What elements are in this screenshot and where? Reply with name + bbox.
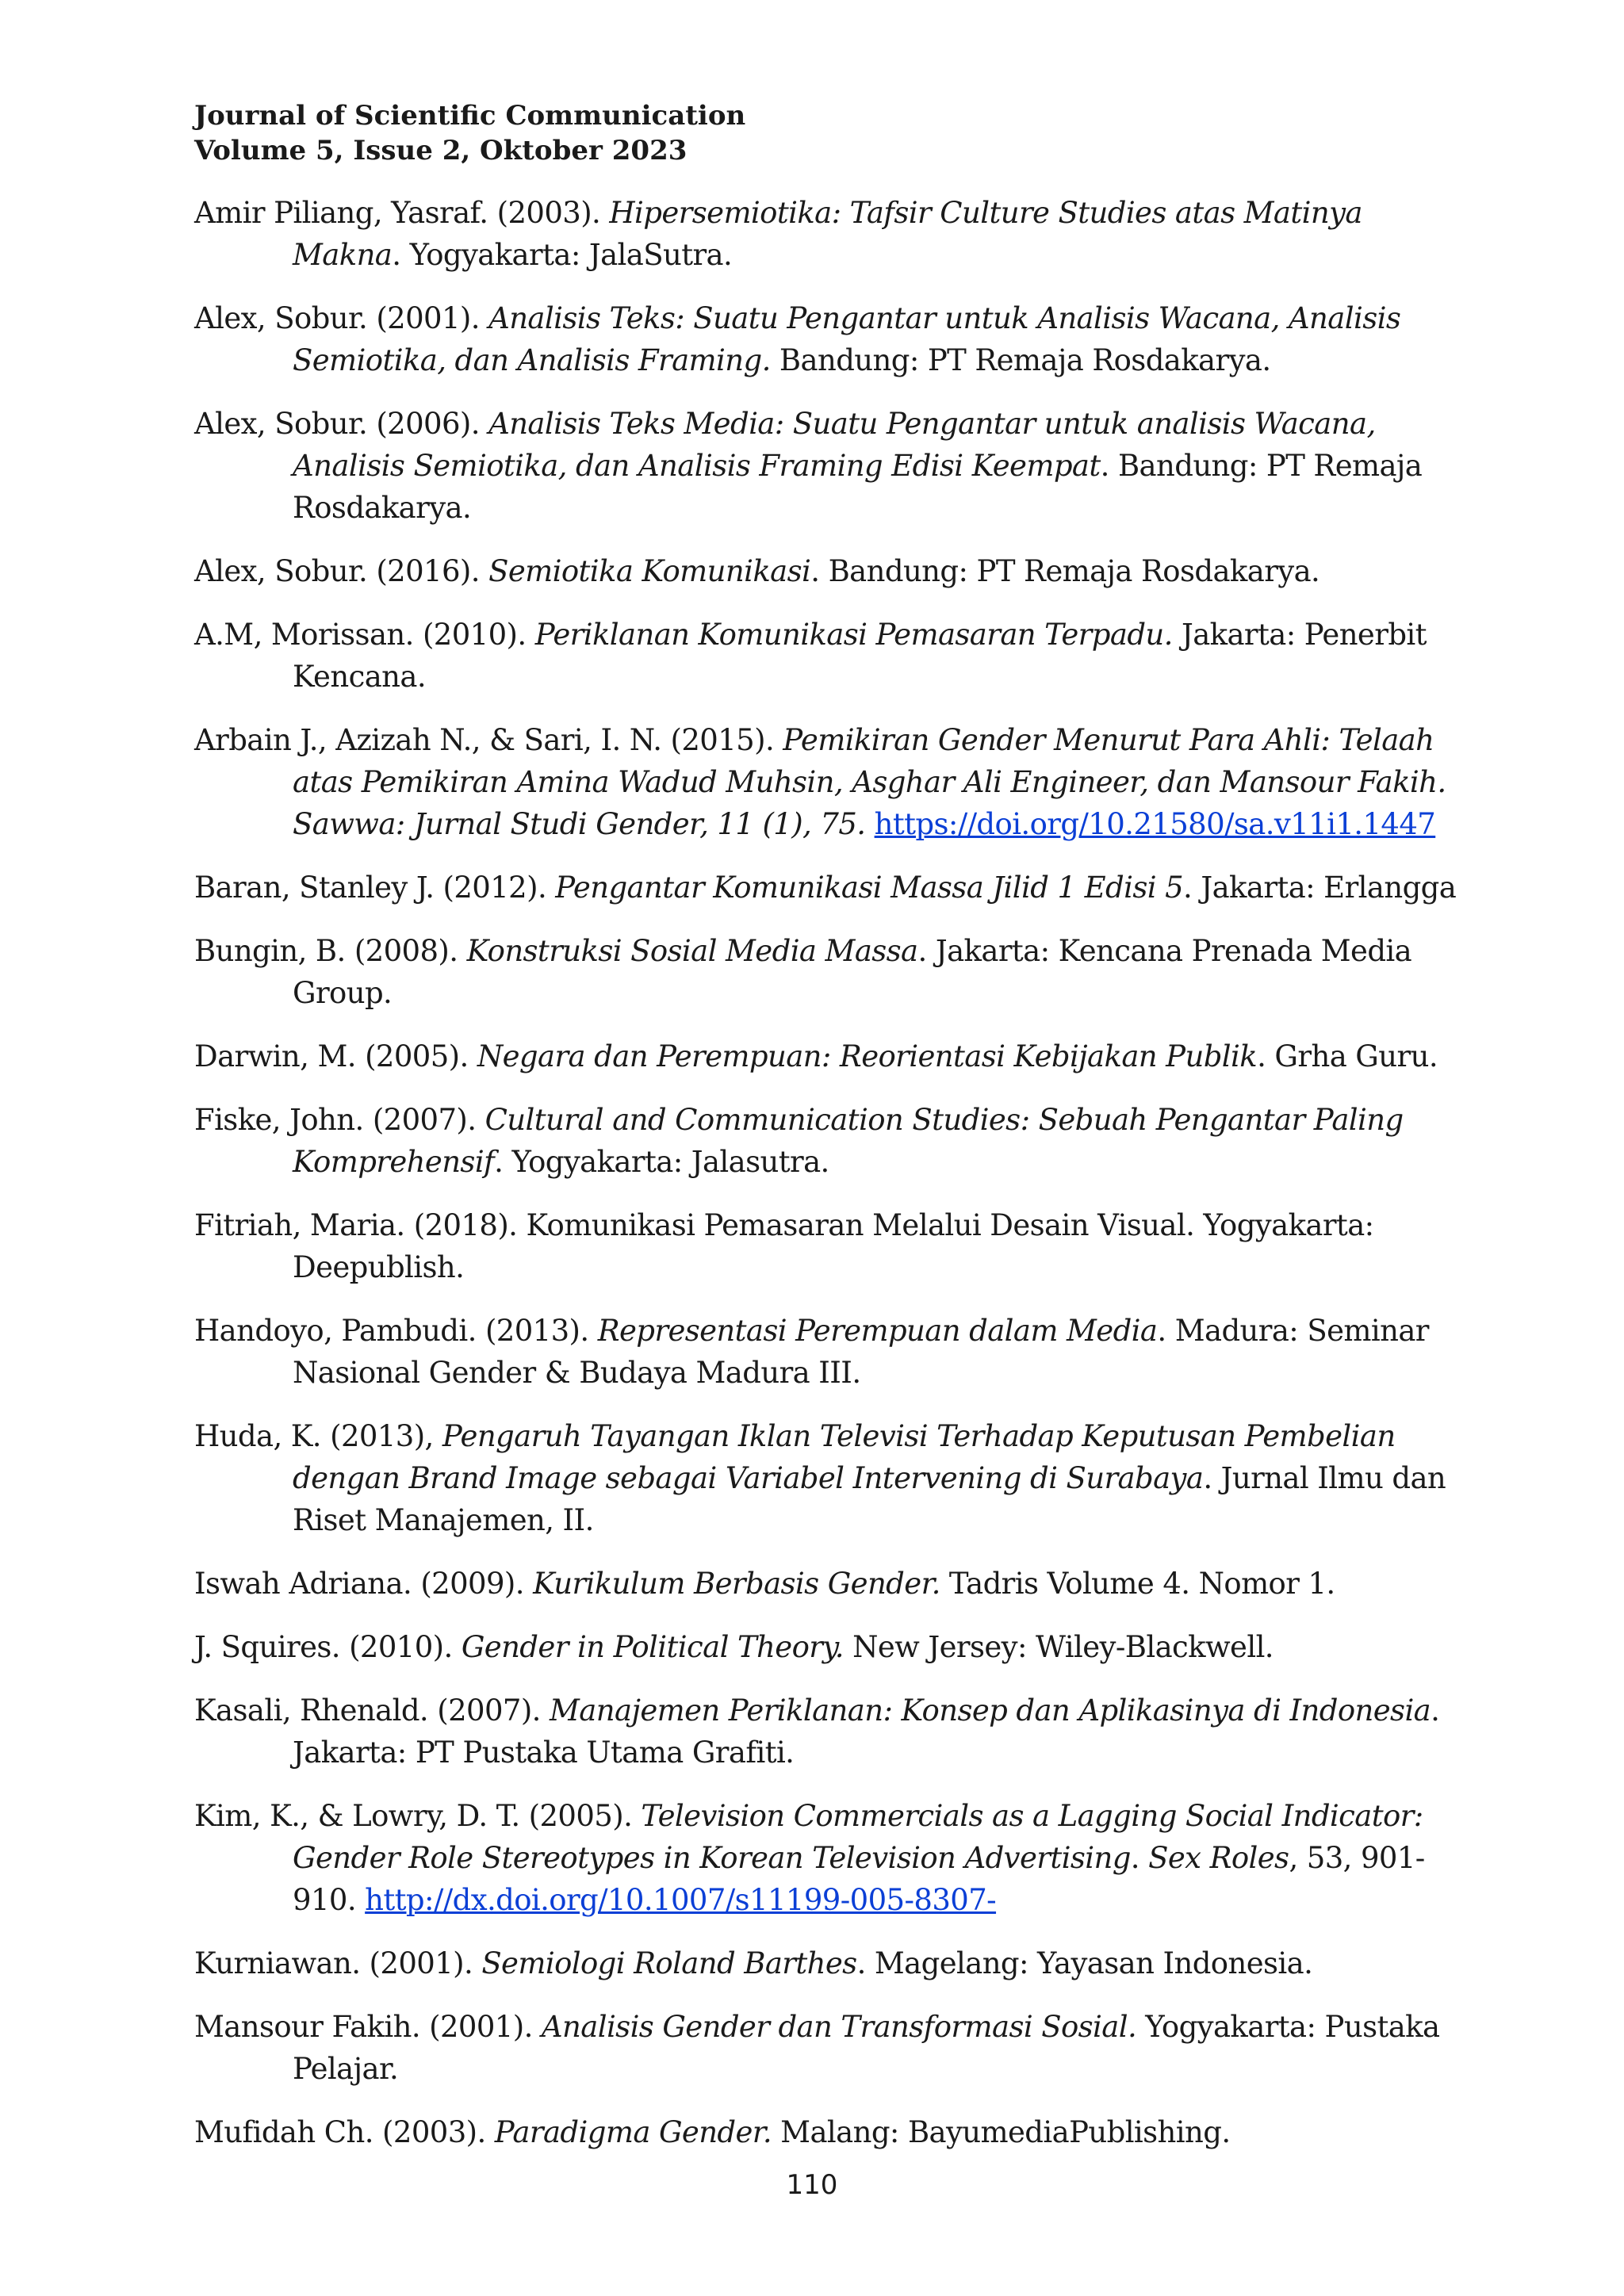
ref-publisher: . Yogyakarta: Jalasutra. [494, 1145, 829, 1179]
ref-publisher: New Jersey: Wiley-Blackwell. [843, 1630, 1274, 1664]
ref-publisher: Tadris Volume 4. Nomor 1. [940, 1567, 1335, 1601]
ref-publisher: Bandung: PT Remaja Rosdakarya. [770, 343, 1271, 377]
reference-list [194, 192, 1471, 2175]
ref-publisher: , 53, 901-910. [293, 1841, 1425, 1917]
ref-title: Gender in Political Theory. [461, 1630, 844, 1664]
reference-item [194, 550, 1471, 592]
ref-author: Iswah Adriana. (2009). [194, 1567, 534, 1601]
ref-separator: . [1130, 1841, 1149, 1875]
ref-author: A.M, Morissan. (2010). [194, 618, 535, 652]
journal-title: Journal of Scientific Communication [194, 100, 746, 132]
ref-publisher: . Grha Guru. [1257, 1039, 1438, 1073]
ref-title: Semiologi Roland Barthes [481, 1946, 857, 1980]
ref-title: Kurikulum Berbasis Gender. [533, 1567, 940, 1601]
reference-item [194, 1626, 1471, 1668]
ref-author: Mufidah Ch. (2003). [194, 2115, 495, 2149]
ref-doi-link[interactable]: http://dx.doi.org/10.1007/s11199-005-8307- [365, 1883, 997, 1917]
ref-author: Huda, K. (2013), [194, 1419, 442, 1453]
reference-item [194, 867, 1471, 909]
ref-journal: Sex Roles [1148, 1841, 1289, 1875]
ref-publisher: . Jakarta: Erlangga [1183, 871, 1457, 905]
ref-publisher: Jakarta: Penerbit Kencana. [293, 618, 1427, 694]
ref-author: Amir Piliang, Yasraf. (2003). [194, 196, 610, 230]
ref-publisher: Malang: BayumediaPublishing. [772, 2115, 1231, 2149]
ref-title: Representasi Perempuan dalam Media [597, 1314, 1158, 1348]
reference-item [194, 1942, 1471, 1984]
ref-title: Pengantar Komunikasi Massa Jilid 1 Edisi 5 [555, 871, 1184, 905]
ref-title: Negara dan Perempuan: Reorientasi Kebijakan Publik [477, 1039, 1258, 1073]
reference-item [194, 1204, 1471, 1288]
reference-item [194, 1099, 1471, 1183]
ref-doi-link[interactable]: https://doi.org/10.21580/sa.v11i1.1447 [874, 807, 1436, 841]
ref-title: Television Commercials as a Lagging Social Indicator: Gender Role Stereotypes in Korean Television Advertising [293, 1799, 1423, 1875]
ref-author: Fitriah, Maria. (2018). Komunikasi Pemasaran Melalui Desain Visual. Yogyakarta: Deepublish. [194, 1208, 1374, 1284]
ref-author: J. Squires. (2010). [194, 1630, 462, 1664]
ref-author: Bungin, B. (2008). [194, 934, 467, 968]
ref-author: Baran, Stanley J. (2012). [194, 871, 556, 905]
ref-author: Handoyo, Pambudi. (2013). [194, 1314, 598, 1348]
ref-title: Hipersemiotika: Tafsir Culture Studies atas Matinya Makna [293, 196, 1362, 272]
reference-item [194, 1310, 1471, 1394]
ref-author: Mansour Fakih. (2001). [194, 2010, 542, 2044]
ref-title: Pemikiran Gender Menurut Para Ahli: Telaah atas Pemikiran Amina Wadud Muhsin, Asghar Ali Engineer, dan Mansour Fakih. Sawwa: Jurnal Studi Gender, 11 (1), 75. [293, 723, 1446, 841]
reference-item [194, 1563, 1471, 1605]
page-number: 110 [786, 2169, 838, 2201]
ref-publisher: Yogyakarta: Pustaka Pelajar. [293, 2010, 1440, 2086]
ref-title: Manajemen Periklanan: Konsep dan Aplikasinya di Indonesia [550, 1693, 1431, 1728]
reference-item [194, 930, 1471, 1014]
ref-author: Kasali, Rhenald. (2007). [194, 1693, 550, 1728]
ref-author: Kim, K., & Lowry, D. T. (2005). [194, 1799, 642, 1833]
reference-item [194, 1035, 1471, 1077]
ref-publisher: . Madura: Seminar Nasional Gender & Budaya Madura III. [293, 1314, 1429, 1390]
ref-title: Analisis Teks: Suatu Pengantar untuk Analisis Wacana, Analisis Semiotika, dan Analisis Framing. [293, 301, 1401, 377]
ref-author: Arbain J., Azizah N., & Sari, I. N. (2015). [194, 723, 783, 757]
journal-header [194, 98, 1463, 168]
ref-publisher: . Bandung: PT Remaja Rosdakarya. [293, 449, 1423, 525]
ref-publisher: . Jakarta: PT Pustaka Utama Grafiti. [293, 1693, 1440, 1770]
reference-item [194, 2111, 1471, 2153]
ref-title: Konstruksi Sosial Media Massa [466, 934, 918, 968]
reference-item [194, 1689, 1471, 1774]
ref-publisher [865, 807, 874, 841]
ref-publisher: . Yogyakarta: JalaSutra. [392, 238, 733, 272]
ref-title: Analisis Gender dan Transformasi Sosial. [541, 2010, 1137, 2044]
ref-title: Periklanan Komunikasi Pemasaran Terpadu. [534, 618, 1173, 652]
ref-title: Analisis Teks Media: Suatu Pengantar untuk analisis Wacana, Analisis Semiotika, dan Analisis Framing Edisi Keempat [293, 407, 1376, 483]
ref-publisher: . Jakarta: Kencana Prenada Media Group. [293, 934, 1412, 1010]
ref-title: Cultural and Communication Studies: Sebuah Pengantar Paling Komprehensif [293, 1103, 1404, 1179]
ref-title: Pengaruh Tayangan Iklan Televisi Terhadap Keputusan Pembelian dengan Brand Image sebagai Variabel Intervening di Surabaya [293, 1419, 1396, 1495]
reference-item [194, 403, 1471, 529]
ref-author: Alex, Sobur. (2001). [194, 301, 489, 335]
ref-publisher: . Bandung: PT Remaja Rosdakarya. [810, 554, 1320, 588]
ref-title: Semiotika Komunikasi [488, 554, 811, 588]
journal-volume: Volume 5, Issue 2, Oktober 2023 [194, 135, 688, 166]
reference-item [194, 1415, 1471, 1541]
reference-item [194, 192, 1471, 276]
ref-publisher: . Magelang: Yayasan Indonesia. [856, 1946, 1313, 1980]
reference-item [194, 614, 1471, 698]
ref-author: Fiske, John. (2007). [194, 1103, 485, 1137]
ref-author: Alex, Sobur. (2006). [194, 407, 489, 441]
ref-title: Paradigma Gender. [494, 2115, 772, 2149]
reference-item [194, 297, 1471, 381]
reference-item [194, 719, 1471, 845]
ref-publisher: . Jurnal Ilmu dan Riset Manajemen, II. [293, 1461, 1446, 1537]
reference-item [194, 1795, 1471, 1921]
ref-author: Alex, Sobur. (2016). [194, 554, 489, 588]
ref-author: Darwin, M. (2005). [194, 1039, 477, 1073]
reference-item [194, 2006, 1471, 2090]
ref-author: Kurniawan. (2001). [194, 1946, 482, 1980]
